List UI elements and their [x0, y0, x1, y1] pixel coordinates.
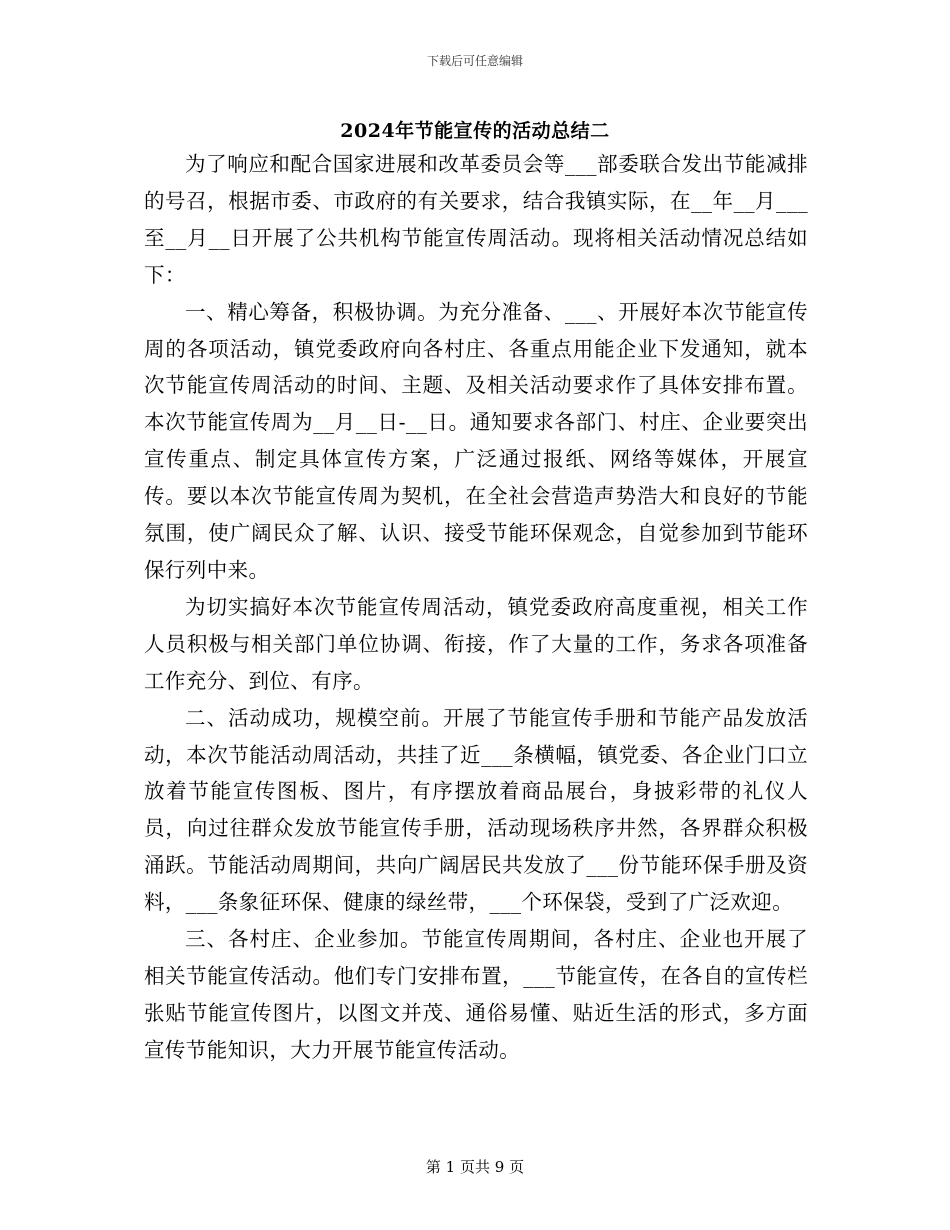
paragraph-section-1-followup: 为切实搞好本次节能宣传周活动，镇党委政府高度重视，相关工作人员积极与相关部门单位协调、衔接，作了大量的工作，务求各项准备工作充分、到位、有序。: [144, 594, 808, 693]
paragraph-section-2: 二、活动成功，规模空前。开展了节能宣传手册和节能产品发放活动，本次节能活动周活动，共挂了近___条横幅，镇党委、各企业门口立放着节能宣传图板、图片，有序摆放着商品展台，身披彩带的礼仪人员，向过往群众发放节能宣传手册，活动现场秩序井然，各界群众积极涌跃。节能活动周期间，共向广阔居民共发放了___份节能环保手册及资料，___条象征环保、健康的绿丝带，___个环保袋，受到了广泛欢迎。: [144, 705, 808, 915]
document-title: 2024年节能宣传的活动总结二: [340, 120, 610, 142]
page-number-footer: 第 1 页共 9 页: [425, 1158, 525, 1176]
paragraph-intro: 为了响应和配合国家进展和改革委员会等___部委联合发出节能减排的号召，根据市委、市政府的有关要求，结合我镇实际，在__年__月___至__月__日开展了公共机构节能宣传周活动。现将相关活动情况总结如下：: [144, 152, 808, 287]
document-body: [144, 146, 808, 1069]
page-header-note: 下载后可任意编辑: [426, 54, 523, 68]
paragraph-section-1: 一、精心筹备，积极协调。为充分准备、___、开展好本次节能宣传周的各项活动，镇党委政府向各村庄、各重点用能企业下发通知，就本次节能宣传周活动的时间、主题、及相关活动要求作了具体安排布置。本次节能宣传周为__月__日-__日。通知要求各部门、村庄、企业要突出宣传重点、制定具体宣传方案，广泛通过报纸、网络等媒体，开展宣传。要以本次节能宣传周为契机，在全社会营造声势浩大和良好的节能氛围，使广阔民众了解、认识、接受节能环保观念，自觉参加到节能环保行列中来。: [144, 299, 808, 582]
paragraph-section-3: 三、各村庄、企业参加。节能宣传周期间，各村庄、企业也开展了相关节能宣传活动。他们专门安排布置，___节能宣传，在各自的宣传栏张贴节能宣传图片，以图文并茂、通俗易懂、贴近生活的形式，多方面宣传节能知识，大力开展节能宣传活动。: [144, 927, 808, 1062]
